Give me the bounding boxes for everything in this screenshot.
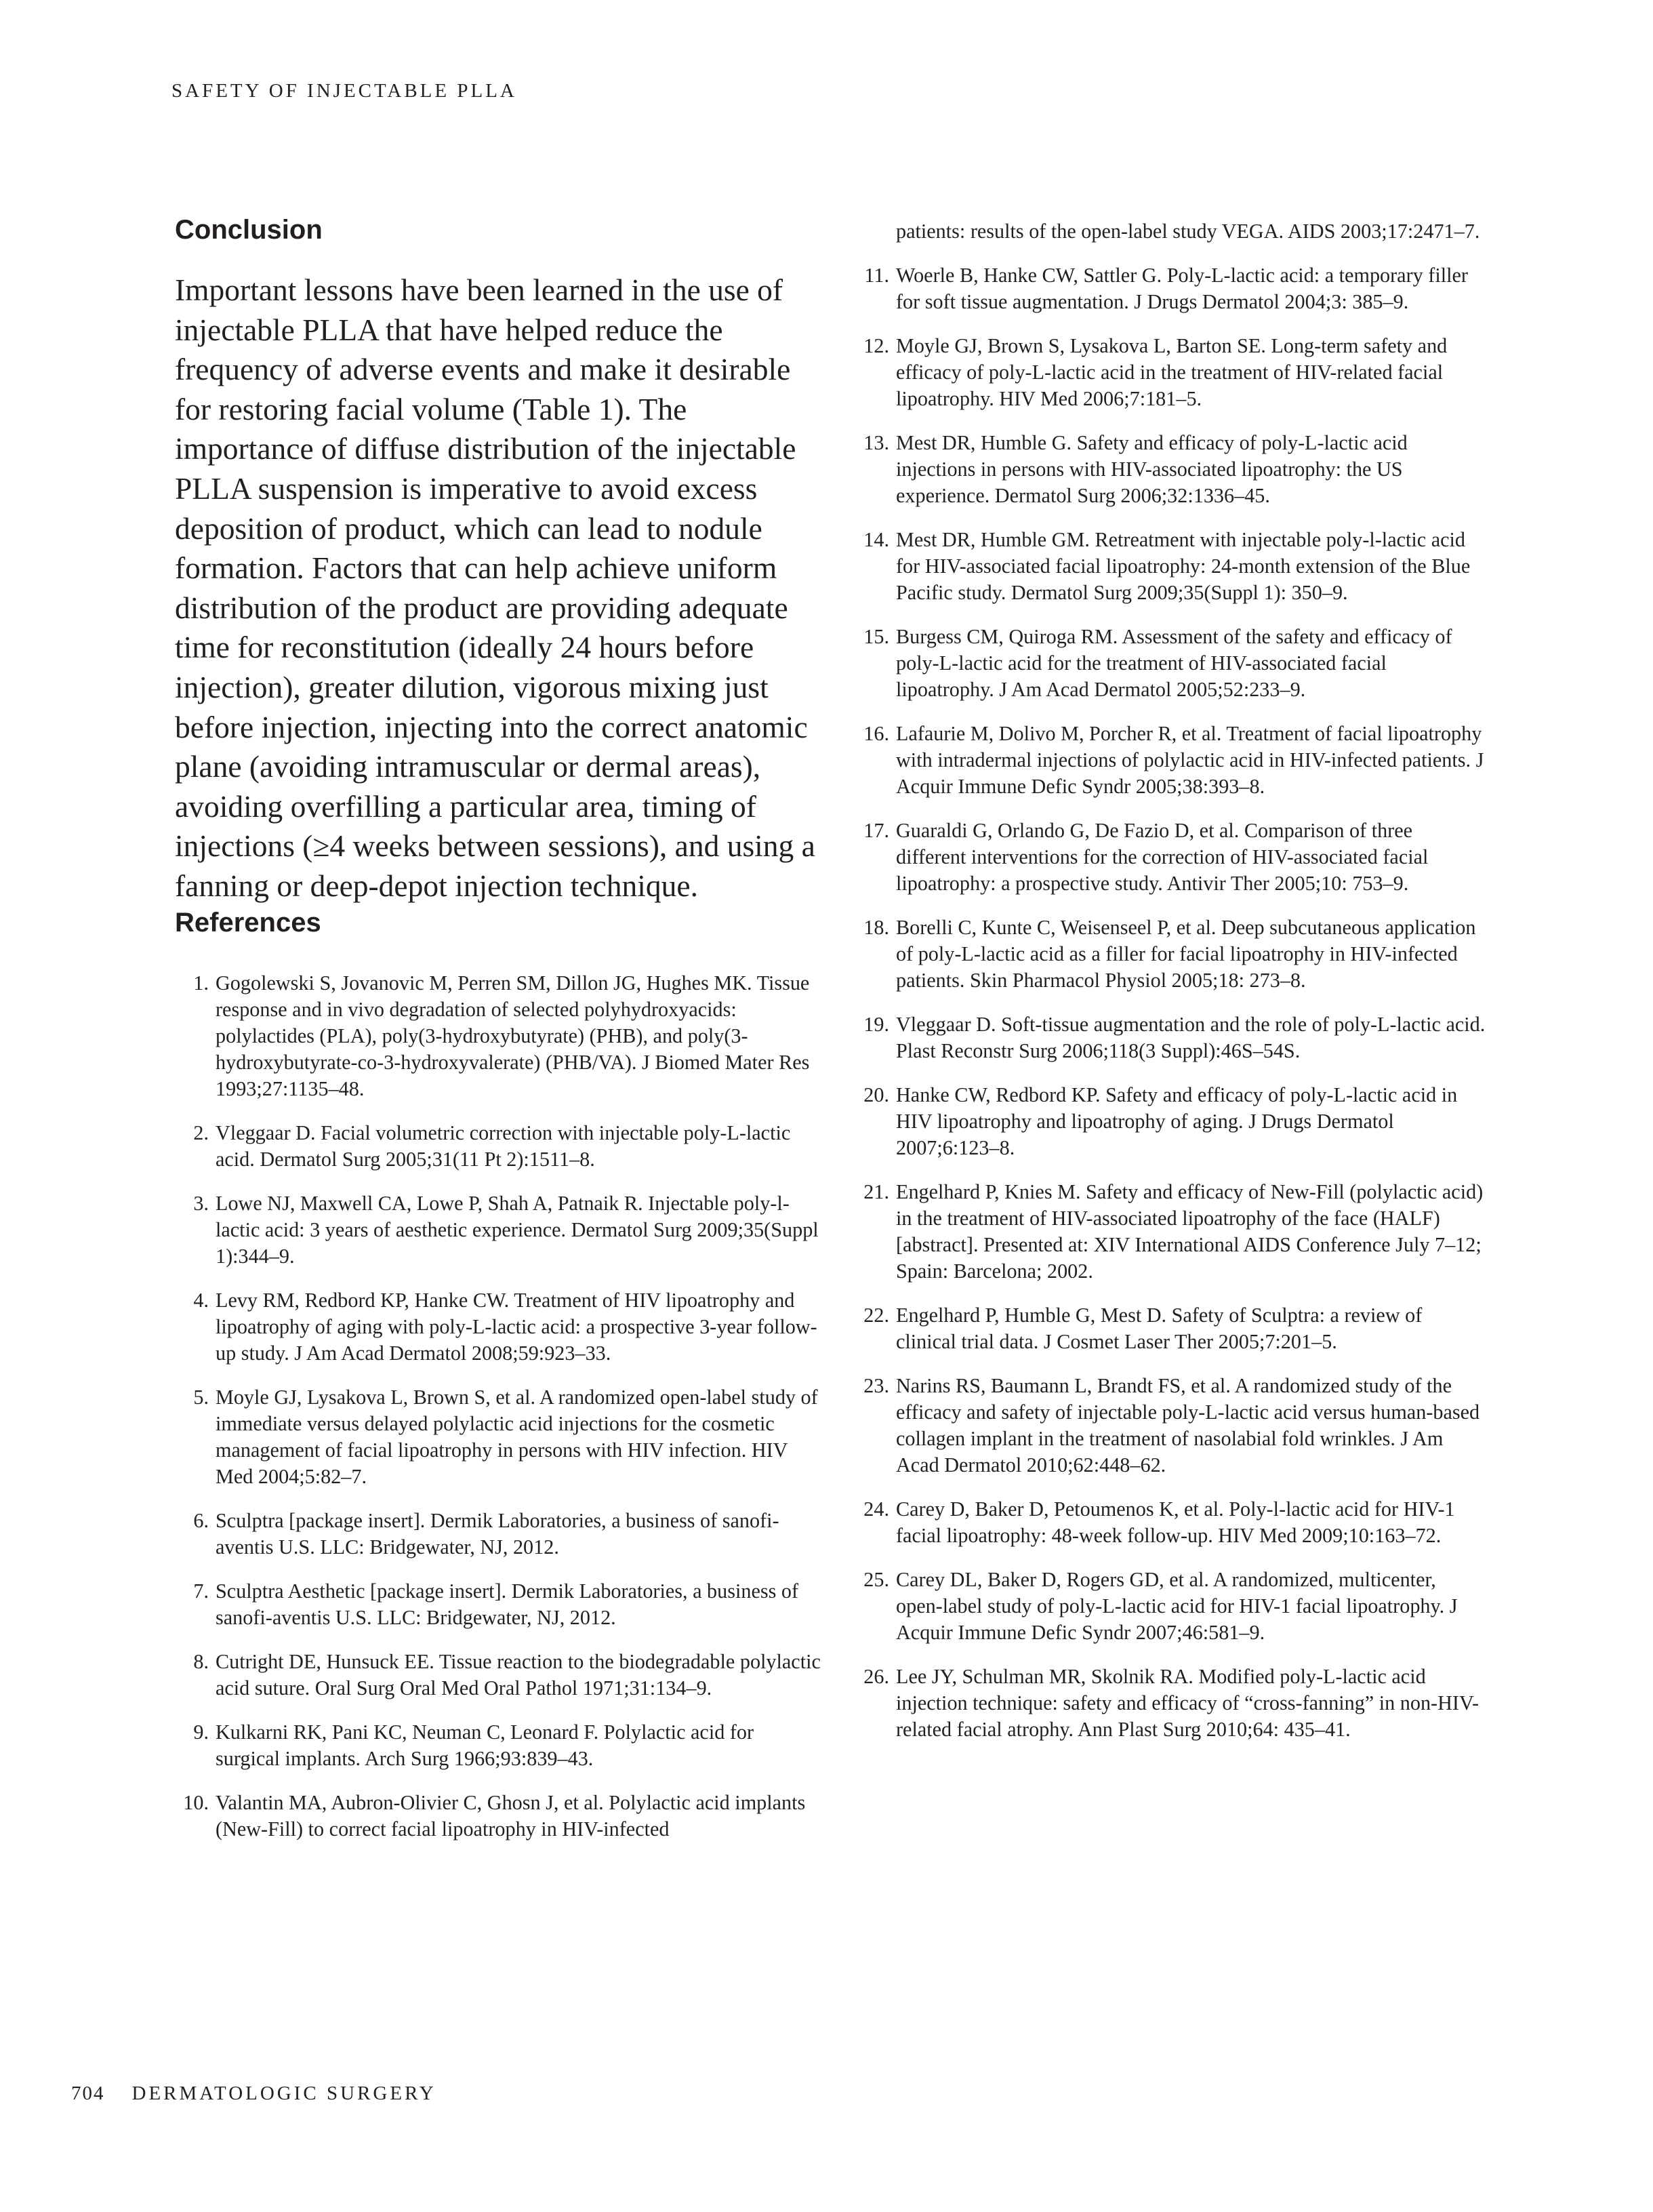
reference-item [855, 1373, 1486, 1479]
reference-text: Gogolewski S, Jovanovic M, Perren SM, Dillon JG, Hughes MK. Tissue response and in vivo degradation of selected polyhydroxyacids: polylactides (PLA), poly(3-hydroxybutyrate) (PHB), and poly(3-hydroxybutyrate-co-3-hydroxyvalerate) (PHB/VA). J Biomed Mater Res 1993;27:1135–48. [216, 971, 810, 1100]
right-column [855, 218, 1486, 1761]
reference-number: 16. [863, 722, 889, 745]
reference-text: Moyle GJ, Brown S, Lysakova L, Barton SE. Long-term safety and efficacy of poly-L-lactic acid in the treatment of HIV-related facial lipoatrophy. HIV Med 2006;7:181–5. [896, 334, 1448, 410]
reference-text: Valantin MA, Aubron-Olivier C, Ghosn J, et al. Polylactic acid implants (New-Fill) to correct facial lipoatrophy in HIV-infected [216, 1790, 806, 1841]
reference-item [855, 1011, 1486, 1064]
conclusion-heading: Conclusion [175, 215, 323, 245]
reference-text: Woerle B, Hanke CW, Sattler G. Poly-L-lactic acid: a temporary filler for soft tissue augmentation. J Drugs Dermatol 2004;3: 385–9. [896, 264, 1468, 313]
reference-number: 2. [193, 1121, 209, 1144]
reference-number: 3. [193, 1191, 209, 1215]
left-column [175, 214, 822, 1860]
reference-item [855, 1082, 1486, 1161]
reference-number: 24. [863, 1497, 889, 1521]
reference-list-right [855, 218, 1486, 1743]
reference-item [855, 914, 1486, 994]
reference-text: Sculptra [package insert]. Dermik Laboratories, a business of sanofi-aventis U.S. LLC: Bridgewater, NJ, 2012. [216, 1508, 779, 1559]
reference-item [175, 1790, 822, 1843]
reference-number: 15. [863, 625, 889, 648]
reference-text: Vleggaar D. Facial volumetric correction with injectable poly-L-lactic acid. Dermatol Surg 2005;31(11 Pt 2):1511–8. [216, 1121, 791, 1171]
journal-name: DERMATOLOGIC SURGERY [131, 2083, 436, 2104]
reference-text: Engelhard P, Humble G, Mest D. Safety of Sculptra: a review of clinical trial data. J Cosmet Laser Ther 2005;7:201–5. [896, 1304, 1423, 1353]
reference-text: Borelli C, Kunte C, Weisenseel P, et al. Deep subcutaneous application of poly-L-lactic acid as a filler for facial lipoatrophy in HIV-infected patients. Skin Pharmacol Physiol 2005;18: 273–8. [896, 916, 1476, 992]
reference-number: 5. [193, 1385, 209, 1409]
reference-number: 4. [193, 1288, 209, 1312]
reference-list-left [175, 970, 822, 1843]
reference-number: 19. [863, 1013, 889, 1036]
reference-item [175, 970, 822, 1102]
reference-number: 14. [863, 528, 889, 551]
page-footer [71, 2083, 436, 2105]
reference-text: Levy RM, Redbord KP, Hanke CW. Treatment of HIV lipoatrophy and lipoatrophy of aging with poly-L-lactic acid: a prospective 3-year follow-up study. J Am Acad Dermatol 2008;59:923–33. [216, 1288, 817, 1365]
reference-number: 17. [863, 819, 889, 842]
reference-text: Sculptra Aesthetic [package insert]. Dermik Laboratories, a business of sanofi-aventis U.S. LLC: Bridgewater, NJ, 2012. [216, 1579, 799, 1629]
reference-text: Carey D, Baker D, Petoumenos K, et al. Poly-l-lactic acid for HIV-1 facial lipoatrophy: 48-week follow-up. HIV Med 2009;10:163–72. [896, 1497, 1455, 1547]
reference-item [855, 1567, 1486, 1646]
page-number: 704 [71, 2083, 105, 2104]
reference-number: 10. [183, 1790, 209, 1814]
reference-number: 22. [863, 1304, 889, 1327]
reference-item [855, 1496, 1486, 1549]
reference-item [855, 527, 1486, 606]
reference-number: 21. [863, 1180, 889, 1203]
reference-number: 20. [863, 1083, 889, 1106]
reference-item [175, 1190, 822, 1270]
conclusion-body: Important lessons have been learned in the use of injectable PLLA that have helped reduce the frequency of adverse events and make it desirable for restoring facial volume (Table 1). The importance of diffuse distribution of the injectable PLLA suspension is imperative to avoid excess deposition of product, which can lead to nodule formation. Factors that can help achieve uniform distribution of the product are providing adequate time for reconstitution (ideally 24 hours before injection), greater dilution, vigorous mixing just before injection, injecting into the correct anatomic plane (avoiding intramuscular or dermal areas), avoiding overfilling a particular area, timing of injections (≥4 weeks between sessions), and using a fanning or deep-depot injection technique. [175, 273, 815, 903]
reference-item [175, 1508, 822, 1561]
reference-text: Lowe NJ, Maxwell CA, Lowe P, Shah A, Patnaik R. Injectable poly-l-lactic acid: 3 years of aesthetic experience. Dermatol Surg 2009;35(Suppl 1):344–9. [216, 1191, 819, 1268]
reference-text: Lee JY, Schulman MR, Skolnik RA. Modified poly-L-lactic acid injection technique: safety and efficacy of “cross-fanning” in non-HIV-related facial atrophy. Ann Plast Surg 2010;64: 435–41. [896, 1665, 1479, 1741]
reference-continuation: patients: results of the open-label study VEGA. AIDS 2003;17:2471–7. [896, 220, 1480, 243]
reference-text: Hanke CW, Redbord KP. Safety and efficacy of poly-L-lactic acid in HIV lipoatrophy and lipoatrophy of aging. J Drugs Dermatol 2007;6:123–8. [896, 1083, 1458, 1159]
reference-item [175, 1649, 822, 1702]
reference-item [175, 1384, 822, 1490]
running-head: SAFETY OF INJECTABLE PLLA [171, 80, 517, 102]
reference-number: 1. [193, 971, 209, 994]
reference-number: 9. [193, 1720, 209, 1744]
reference-item [855, 624, 1486, 703]
reference-number: 6. [193, 1508, 209, 1532]
reference-item [175, 1287, 822, 1367]
reference-text: Narins RS, Baumann L, Brandt FS, et al. A randomized study of the efficacy and safety of injectable poly-L-lactic acid versus human-based collagen implant in the treatment of nasolabial fold wrinkles. J Am Acad Dermatol 2010;62:448–62. [896, 1374, 1480, 1476]
reference-text: Engelhard P, Knies M. Safety and efficacy of New-Fill (polylactic acid) in the treatment of HIV-associated lipoatrophy of the face (HALF) [abstract]. Presented at: XIV International AIDS Conference July 7–12; Spain: Barcelona; 2002. [896, 1180, 1484, 1283]
reference-text: Cutright DE, Hunsuck EE. Tissue reaction to the biodegradable polylactic acid suture. Oral Surg Oral Med Oral Pathol 1971;31:134–9. [216, 1649, 821, 1700]
reference-text: Mest DR, Humble GM. Retreatment with injectable poly-l-lactic acid for HIV-associated facial lipoatrophy: 24-month extension of the Blue Pacific study. Dermatol Surg 2009;35(Suppl 1): 350–9. [896, 528, 1471, 604]
reference-text: Moyle GJ, Lysakova L, Brown S, et al. A randomized open-label study of immediate versus delayed polylactic acid injections for the cosmetic management of facial lipoatrophy in persons with HIV infection. HIV Med 2004;5:82–7. [216, 1385, 818, 1488]
reference-number: 12. [863, 334, 889, 357]
reference-text: Lafaurie M, Dolivo M, Porcher R, et al. Treatment of facial lipoatrophy with intradermal injections of polylactic acid in HIV-infected patients. J Acquir Immune Defic Syndr 2005;38:393–8. [896, 722, 1484, 798]
reference-number: 8. [193, 1649, 209, 1673]
reference-item [175, 1719, 822, 1772]
reference-item [855, 333, 1486, 412]
reference-number: 18. [863, 916, 889, 939]
reference-item [855, 1664, 1486, 1743]
reference-text: Burgess CM, Quiroga RM. Assessment of the safety and efficacy of poly-L-lactic acid for the treatment of HIV-associated facial lipoatrophy. J Am Acad Dermatol 2005;52:233–9. [896, 625, 1452, 701]
reference-item [855, 1179, 1486, 1285]
reference-text: Mest DR, Humble G. Safety and efficacy of poly-L-lactic acid injections in persons with HIV-associated lipoatrophy: the US experience. Dermatol Surg 2006;32:1336–45. [896, 431, 1408, 507]
reference-item [855, 262, 1486, 315]
reference-number: 13. [863, 431, 889, 454]
reference-number: 7. [193, 1579, 209, 1603]
reference-number: 11. [864, 264, 889, 287]
reference-number: 23. [863, 1374, 889, 1397]
reference-text: Vleggaar D. Soft-tissue augmentation and the role of poly-L-lactic acid. Plast Reconstr Surg 2006;118(3 Suppl):46S–54S. [896, 1013, 1486, 1062]
reference-item [855, 721, 1486, 800]
reference-number: 25. [863, 1568, 889, 1591]
references-heading: References [175, 907, 321, 938]
reference-item [855, 818, 1486, 897]
reference-item [855, 1302, 1486, 1355]
reference-item [175, 1578, 822, 1631]
reference-number: 26. [863, 1665, 889, 1688]
reference-item [175, 1120, 822, 1173]
reference-text: Carey DL, Baker D, Rogers GD, et al. A randomized, multicenter, open-label study of poly-L-lactic acid for HIV-1 facial lipoatrophy. J Acquir Immune Defic Syndr 2007;46:581–9. [896, 1568, 1458, 1644]
reference-item [855, 430, 1486, 509]
reference-text: Kulkarni RK, Pani KC, Neuman C, Leonard F. Polylactic acid for surgical implants. Arch Surg 1966;93:839–43. [216, 1720, 754, 1770]
reference-text: Guaraldi G, Orlando G, De Fazio D, et al. Comparison of three different interventions for the correction of HIV-associated facial lipoatrophy: a prospective study. Antivir Ther 2005;10: 753–9. [896, 819, 1429, 895]
